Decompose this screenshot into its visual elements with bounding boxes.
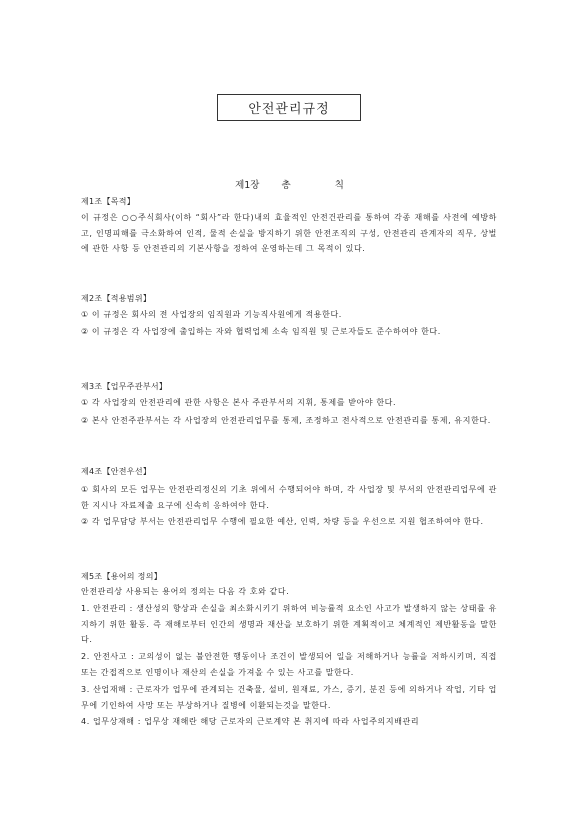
definition-item: 4. 업무상재해 : 업무상 재해란 해당 근로자의 근로계약 본 취지에 따라 사업주의지배관리	[81, 717, 420, 726]
article-paragraph: ② 이 규정은 각 사업장에 출입하는 자와 협력업체 소속 임직원 및 근로자들도 준수하여야 한다.	[81, 327, 441, 336]
definition-item: 3. 산업재해 : 근로자가 업무에 관계되는 건축물, 설비, 원재료, 가스, 증기, 분진 등에 의하거나 작업, 기타 업무에 기인하여 사망 또는 부상하거나 질병에 이환되는것을 말한다.	[81, 685, 497, 710]
article-heading: 제4조【안전우선】	[81, 467, 152, 476]
definition-item: 2. 안전사고 : 고의성이 없는 불안전한 행동이나 조건이 발생되어 일을 저해하거나 능률을 저하시키며, 직접 또는 간접적으로 인명이나 재산의 손실을 가져올 수 있는 사고를 말한다.	[81, 652, 497, 677]
article-paragraph: ① 이 규정은 회사의 전 사업장의 임직원과 기능직사원에게 적용한다.	[81, 310, 342, 319]
chapter-heading: 제1장 총 칙	[235, 180, 344, 191]
article-paragraph: ② 각 업무담당 부서는 안전관리업무 수행에 필요한 예산, 인력, 차량 등을 우선으로 지원 협조하여야 한다.	[81, 517, 484, 526]
article-heading: 제1조【목적】	[81, 197, 136, 206]
article-heading: 제3조【업무주관부서】	[81, 382, 168, 391]
document-title: 안전관리규정	[217, 94, 361, 121]
article-paragraph: ① 각 사업장의 안전관리에 관한 사항은 본사 주관부서의 지휘, 통제를 받아야 한다.	[81, 398, 397, 407]
definition-item: 1. 안전관리 : 생산성의 향상과 손실을 최소화시키기 위하여 비능률적 요소인 사고가 발생하지 않는 상태를 유지하기 위한 활동. 즉 재해로부터 인간의 생명과 재산을 보호하기 위한 계획적이고 체계적인 제반활동을 말한다.	[81, 604, 497, 644]
article-paragraph: 이 규정은 ○○주식회사(이하 “회사”라 한다)내의 효율적인 안전건관리를 통하여 각종 재해를 사전에 예방하고, 인명피해를 극소화하여 인적, 물적 손실을 방지하기 위한 안전조직의 구성, 안전관리 관계자의 직무, 상벌에 관한 사항 등 안전관리의 기본사항을 정하여 운영하는데 그 목적이 있다.	[81, 213, 497, 253]
article-heading: 제2조【적용범위】	[81, 294, 152, 303]
article-paragraph: ① 회사의 모든 업무는 안전관리정신의 기초 위에서 수행되어야 하며, 각 사업장 및 부서의 안전관리업무에 관한 지시나 자료제출 요구에 신속히 응하여야 한다.	[81, 485, 497, 510]
article-heading: 제5조【용어의 정의】	[81, 572, 163, 581]
article-paragraph: 안전관리상 사용되는 용어의 정의는 다음 각 호와 같다.	[81, 587, 290, 596]
article-paragraph: ② 본사 안전주관부서는 각 사업장의 안전관리업무를 통제, 조정하고 전사적으로 안전관리를 통제, 유지한다.	[81, 416, 491, 425]
